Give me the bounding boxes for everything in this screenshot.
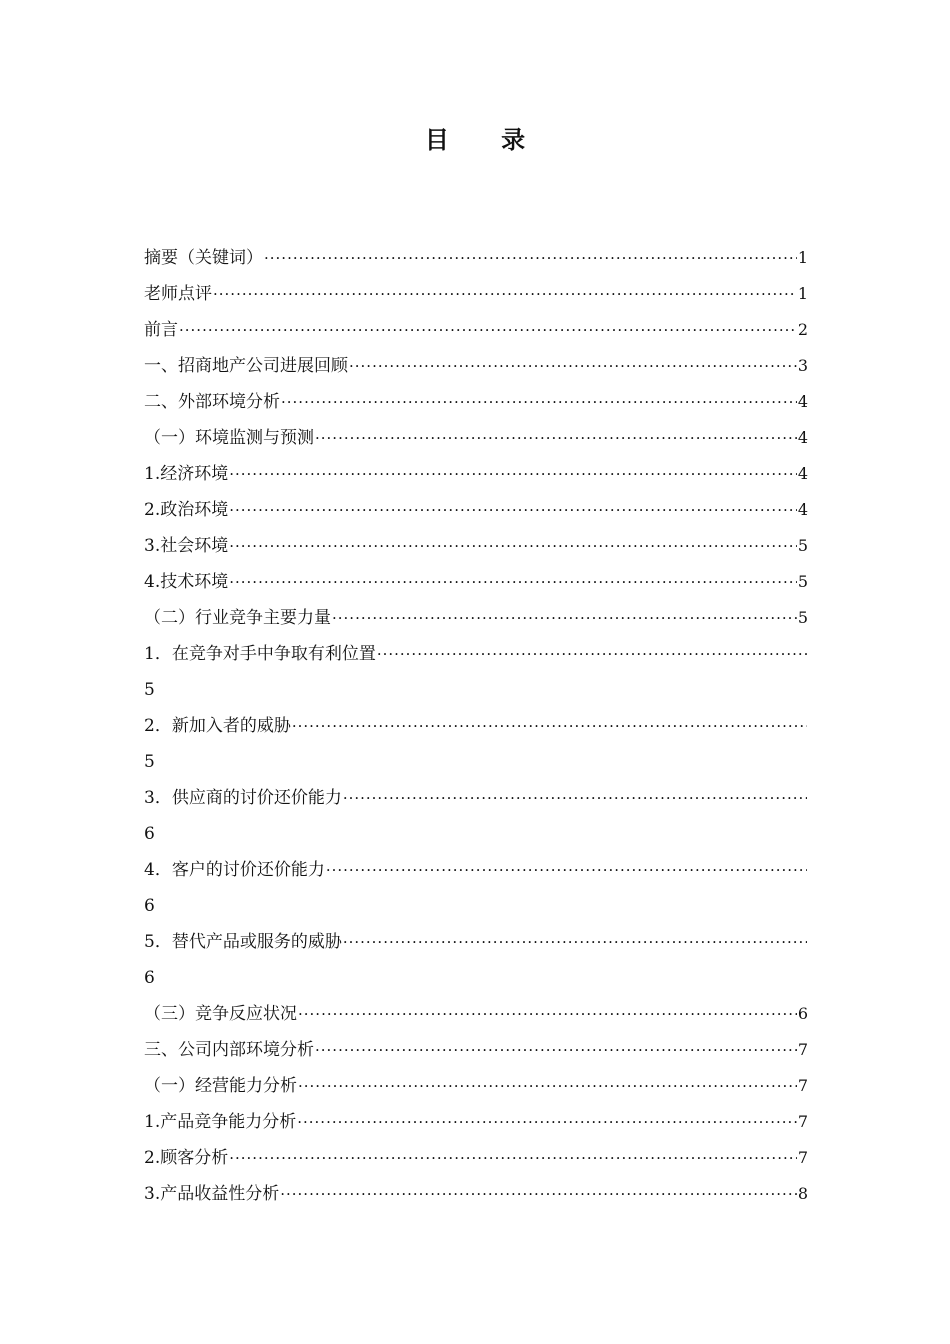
page-title: 目 录 [424,125,548,154]
toc-entry-page-number: 4 [797,428,808,447]
toc-entry-label: 二、外部环境分析 [144,392,280,412]
dot-leader [229,492,797,528]
toc-entry-label: 前言 [144,320,178,340]
toc-entry-label: 4.技术环境 [144,572,229,592]
dot-leader [229,456,797,492]
toc-entry[interactable] [144,1104,808,1140]
toc-entry-page-number: 5 [797,536,808,555]
table-of-contents [144,240,808,1212]
toc-entry[interactable] [144,384,808,420]
dot-leader [264,240,797,276]
toc-entry-label: 3．供应商的讨价还价能力 [144,788,342,808]
toc-entry-page-number: 3 [797,356,808,375]
dot-leader [332,600,797,636]
toc-entry-label: （一）经营能力分析 [144,1076,297,1096]
toc-entry-label: 4．客户的讨价还价能力 [144,860,325,880]
toc-entry-page-number: 5 [144,680,155,700]
toc-entry-label: 2.政治环境 [144,500,229,520]
toc-entry-label: 三、公司内部环境分析 [144,1040,314,1060]
toc-entry[interactable] [144,456,808,492]
toc-entry-label: 3.产品收益性分析 [144,1184,280,1204]
toc-entry[interactable] [144,1032,808,1068]
toc-entry[interactable] [144,1140,808,1176]
toc-entry[interactable] [144,564,808,600]
toc-entry-label: 一、招商地产公司进展回顾 [144,356,348,376]
toc-entry[interactable] [144,312,808,348]
toc-entry-label: 摘要（关键词） [144,248,263,268]
toc-entry-label: 1．在竞争对手中争取有利位置 [144,644,376,664]
dot-leader [213,276,797,312]
dot-leader [343,924,807,960]
toc-entry-page-number: 8 [797,1184,808,1203]
toc-entry-page-number: 6 [144,968,155,988]
toc-entry-label: （一）环境监测与预测 [144,428,314,448]
toc-entry-page-number: 7 [797,1040,808,1059]
dot-leader [229,1140,797,1176]
toc-entry-page-number: 6 [144,896,155,916]
toc-entry[interactable] [144,420,808,456]
toc-entry[interactable] [144,348,808,384]
toc-entry-page-number: 5 [797,608,808,627]
dot-leader [179,312,797,348]
dot-leader [229,564,797,600]
toc-entry-label: 3.社会环境 [144,536,229,556]
dot-leader [315,420,797,456]
toc-entry-label: （二）行业竞争主要力量 [144,608,331,628]
toc-entry-page-number: 1 [797,284,808,303]
toc-entry[interactable] [144,276,808,312]
dot-leader [343,780,807,816]
toc-entry[interactable] [144,528,808,564]
toc-entry-page-number: 6 [144,824,155,844]
toc-entry[interactable] [144,636,808,672]
toc-entry-label: 老师点评 [144,284,212,304]
dot-leader [297,1104,797,1140]
toc-entry-label: （三）竞争反应状况 [144,1004,297,1024]
toc-entry-label: 1.经济环境 [144,464,229,484]
toc-entry-label: 2.顾客分析 [144,1148,229,1168]
dot-leader [298,996,797,1032]
toc-entry[interactable] [144,1176,808,1212]
toc-entry[interactable] [144,240,808,276]
dot-leader [281,384,797,420]
toc-entry-label: 1.产品竞争能力分析 [144,1112,297,1132]
dot-leader [326,852,807,888]
toc-entry[interactable] [144,996,808,1032]
dot-leader [377,636,807,672]
toc-entry-page-number: 1 [797,248,808,267]
dot-leader [315,1032,797,1068]
toc-entry[interactable] [144,924,808,960]
toc-entry[interactable] [144,492,808,528]
dot-leader [292,708,807,744]
toc-entry-page-number: 7 [797,1148,808,1167]
toc-entry-page-number: 7 [797,1076,808,1095]
toc-entry-page-number: 6 [797,1004,808,1023]
toc-entry-page-number: 4 [797,392,808,411]
toc-entry-label: 5．替代产品或服务的威胁 [144,932,342,952]
toc-entry-page-number: 4 [797,464,808,483]
dot-leader [229,528,797,564]
toc-entry[interactable] [144,852,808,888]
toc-entry-label: 2．新加入者的威胁 [144,716,291,736]
dot-leader [349,348,797,384]
dot-leader [280,1176,797,1212]
toc-entry-page-number: 2 [797,320,808,339]
toc-entry[interactable] [144,780,808,816]
toc-entry-page-number: 4 [797,500,808,519]
toc-entry-page-number: 5 [144,752,155,772]
toc-entry[interactable] [144,1068,808,1104]
toc-entry-page-number: 5 [797,572,808,591]
toc-entry[interactable] [144,708,808,744]
toc-entry-page-number: 7 [797,1112,808,1131]
toc-entry[interactable] [144,600,808,636]
dot-leader [298,1068,797,1104]
